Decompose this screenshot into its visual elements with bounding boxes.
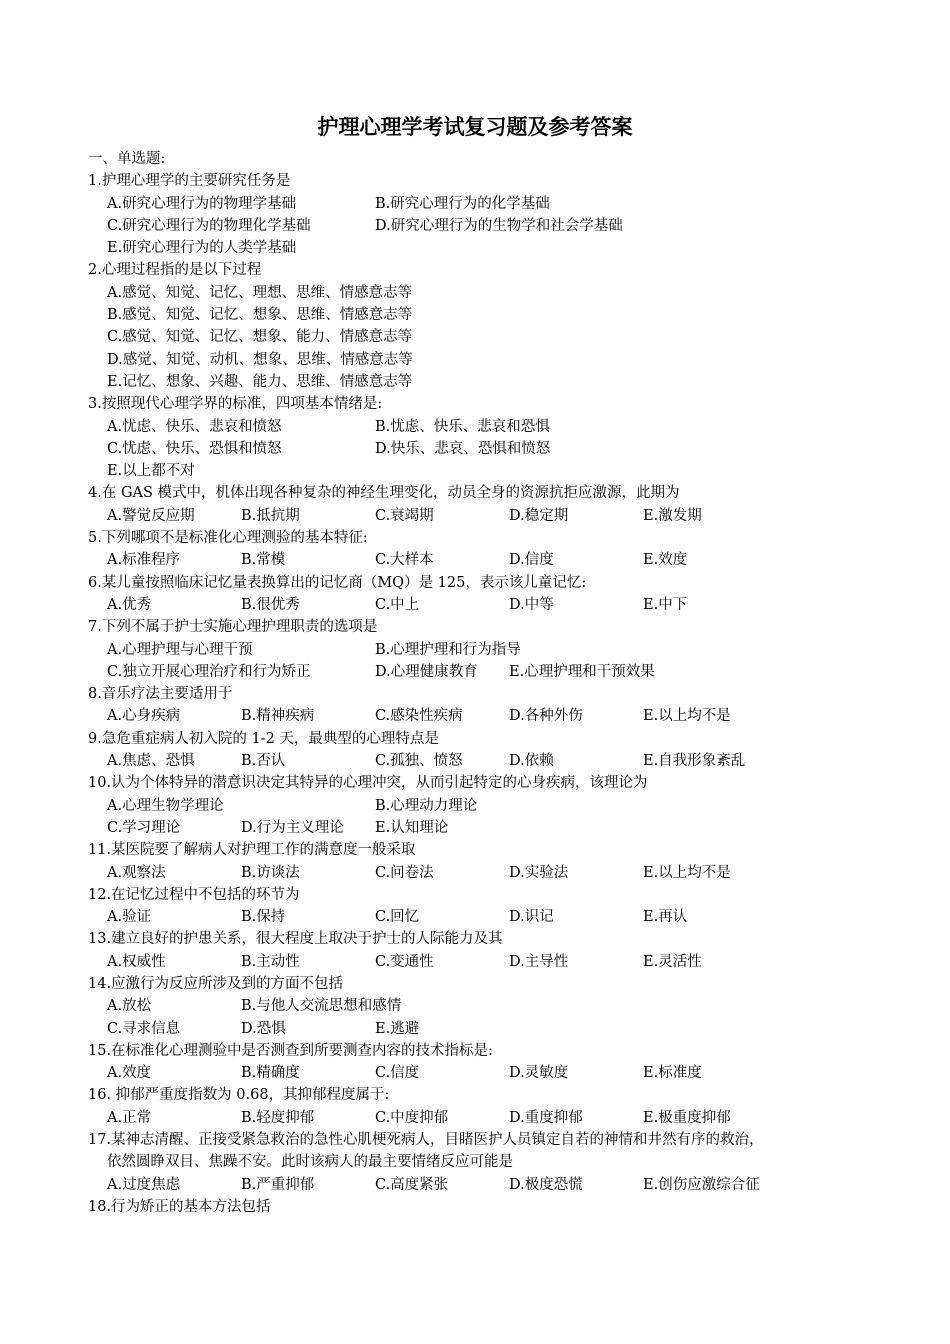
answer-option: C.中上 <box>375 596 420 613</box>
option-row <box>88 817 878 839</box>
answer-option: E.效度 <box>643 552 688 569</box>
answer-option: B.精确度 <box>241 1065 300 1082</box>
option-row <box>88 906 878 928</box>
option-row <box>88 795 878 817</box>
option-row <box>88 549 878 571</box>
option-row <box>88 1062 878 1084</box>
answer-option: E.认知理论 <box>375 819 449 836</box>
option-row <box>88 460 878 482</box>
option-row <box>88 438 878 460</box>
answer-option: E.逃避 <box>375 1020 420 1037</box>
answer-option: A.研究心理行为的物理学基础 <box>107 195 297 212</box>
answer-option: A.心理护理与心理干预 <box>107 641 253 658</box>
answer-option: D.主导性 <box>509 953 569 970</box>
answer-option: A.感觉、知觉、记忆、理想、思维、情感意志等 <box>107 284 413 301</box>
answer-option: E.灵活性 <box>643 953 702 970</box>
answer-option: D.极度恐慌 <box>509 1176 583 1193</box>
answer-option: D.研究心理行为的生物学和社会学基础 <box>375 217 623 234</box>
answer-option: A.过度焦虑 <box>107 1176 181 1193</box>
answer-option: D.中等 <box>509 596 554 613</box>
answer-option: B.保持 <box>241 909 286 926</box>
answer-option: C.大样本 <box>375 552 434 569</box>
answer-option: A.心理生物学理论 <box>107 797 224 814</box>
answer-option: B.访谈法 <box>241 864 300 881</box>
answer-option: B.常模 <box>241 552 286 569</box>
answer-option: E.极重度抑郁 <box>643 1109 731 1126</box>
question-stem: 6.某儿童按照临床记忆量表换算出的记忆商（MQ）是 125，表示该儿童记忆: <box>88 574 587 591</box>
answer-option: E.以上均不是 <box>643 864 731 881</box>
answer-option: D.重度抑郁 <box>509 1109 583 1126</box>
option-row <box>88 750 878 772</box>
answer-option: C.衰竭期 <box>375 507 434 524</box>
answer-option: E.心理护理和干预效果 <box>509 663 655 680</box>
option-row <box>88 594 878 616</box>
question-stem: 3.按照现代心理学界的标准，四项基本情绪是: <box>88 396 383 413</box>
question-stem: 14.应激行为反应所涉及到的方面不包括 <box>88 975 344 992</box>
option-row <box>88 639 878 661</box>
answer-option: E.标准度 <box>643 1065 702 1082</box>
question-list <box>88 148 878 1218</box>
answer-option: C.中度抑郁 <box>375 1109 449 1126</box>
answer-option: C.变通性 <box>375 953 434 970</box>
option-row <box>88 705 878 727</box>
answer-option: E.自我形象紊乱 <box>643 753 746 770</box>
answer-option: A.标准程序 <box>107 552 181 569</box>
answer-option: A.忧虑、快乐、悲哀和愤怒 <box>107 418 282 435</box>
option-row <box>88 951 878 973</box>
answer-option: A.权威性 <box>107 953 166 970</box>
answer-option: E.激发期 <box>643 507 702 524</box>
answer-option: A.警觉反应期 <box>107 507 195 524</box>
option-row <box>88 862 878 884</box>
answer-option: D.识记 <box>509 909 554 926</box>
question-stem: 7.下列不属于护士实施心理护理职责的选项是 <box>88 619 378 636</box>
answer-option: B.精神疾病 <box>241 708 315 725</box>
option-row <box>88 304 878 326</box>
question-stem: 4.在 GAS 模式中，机体出现各种复杂的神经生理变化，动员全身的资源抗拒应激源，此期为 <box>88 485 680 502</box>
answer-option: C.感觉、知觉、记忆、想象、能力、情感意志等 <box>107 329 413 346</box>
question-stem: 9.急危重症病人初入院的 1-2 天，最典型的心理特点是 <box>88 730 439 747</box>
option-row <box>88 193 878 215</box>
answer-option: C.孤独、愤怒 <box>375 753 463 770</box>
answer-option: C.独立开展心理治疗和行为矫正 <box>107 663 311 680</box>
option-row <box>88 661 878 683</box>
option-row <box>88 416 878 438</box>
option-row <box>88 505 878 527</box>
answer-option: B.心理动力理论 <box>375 797 478 814</box>
option-row <box>88 1174 878 1196</box>
answer-option: A.正常 <box>107 1109 152 1126</box>
option-row <box>88 215 878 237</box>
answer-option: D.实验法 <box>509 864 569 881</box>
answer-option: A.观察法 <box>107 864 166 881</box>
answer-option: B.很优秀 <box>241 596 300 613</box>
answer-option: A.心身疾病 <box>107 708 181 725</box>
answer-option: D.灵敏度 <box>509 1065 569 1082</box>
answer-option: A.放松 <box>107 998 152 1015</box>
answer-option: B.感觉、知觉、记忆、想象、思维、情感意志等 <box>107 307 413 324</box>
option-row <box>88 282 878 304</box>
answer-option: C.回忆 <box>375 909 420 926</box>
question-stem-continued: 依然圆睁双目、焦躁不安。此时该病人的最主要情绪反应可能是 <box>107 1154 513 1171</box>
question-stem: 2.心理过程指的是以下过程 <box>88 262 262 279</box>
answer-option: D.各种外伤 <box>509 708 583 725</box>
question-stem: 8.音乐疗法主要适用于 <box>88 686 233 703</box>
question-stem: 16. 抑郁严重度指数为 0.68，其抑郁程度属于: <box>88 1087 390 1104</box>
option-row <box>88 995 878 1017</box>
answer-option: B.严重抑郁 <box>241 1176 315 1193</box>
answer-option: D.信度 <box>509 552 554 569</box>
answer-option: C.研究心理行为的物理化学基础 <box>107 217 311 234</box>
option-row <box>88 237 878 259</box>
answer-option: C.感染性疾病 <box>375 708 463 725</box>
section-heading: 一、单选题: <box>88 151 166 167</box>
answer-option: A.焦虑、恐惧 <box>107 753 195 770</box>
answer-option: E.再认 <box>643 909 688 926</box>
answer-option: C.问卷法 <box>375 864 434 881</box>
question-stem: 12.在记忆过程中不包括的环节为 <box>88 886 300 903</box>
answer-option: B.研究心理行为的化学基础 <box>375 195 550 212</box>
question-stem: 1.护理心理学的主要研究任务是 <box>88 173 291 190</box>
answer-option: A.效度 <box>107 1065 152 1082</box>
option-row <box>88 1107 878 1129</box>
option-row <box>88 1018 878 1040</box>
question-stem: 17.某神志清醒、正接受紧急救治的急性心肌梗死病人，目睹医护人员镇定自若的神情和井然有序的救治， <box>88 1132 764 1149</box>
answer-option: B.主动性 <box>241 953 300 970</box>
answer-option: B.轻度抑郁 <box>241 1109 315 1126</box>
question-stem: 13.建立良好的护患关系，很大程度上取决于护士的人际能力及其 <box>88 931 503 948</box>
answer-option: B.心理护理和行为指导 <box>375 641 521 658</box>
answer-option: D.恐惧 <box>241 1020 286 1037</box>
question-stem: 10.认为个体特异的潜意识决定其特异的心理冲突，从而引起特定的心身疾病，该理论为 <box>88 775 648 792</box>
question-stem: 11.某医院要了解病人对护理工作的满意度一般采取 <box>88 842 416 859</box>
answer-option: C.高度紧张 <box>375 1176 449 1193</box>
answer-option: D.心理健康教育 <box>375 663 478 680</box>
option-row <box>88 326 878 348</box>
answer-option: A.验证 <box>107 909 152 926</box>
option-row <box>88 371 878 393</box>
document-title: 护理心理学考试复习题及参考答案 <box>317 115 633 139</box>
answer-option: E.中下 <box>643 596 688 613</box>
question-stem: 15.在标准化心理测验中是否测查到所要测查内容的技术指标是: <box>88 1042 493 1059</box>
option-row <box>88 349 878 371</box>
answer-option: A.优秀 <box>107 596 152 613</box>
question-stem: 5.下列哪项不是标准化心理测验的基本特征: <box>88 530 368 547</box>
answer-option: B.抵抗期 <box>241 507 300 524</box>
answer-option: E.以上都不对 <box>107 463 195 480</box>
answer-option: C.寻求信息 <box>107 1020 181 1037</box>
answer-option: E.研究心理行为的人类学基础 <box>107 240 297 257</box>
answer-option: B.忧虑、快乐、悲哀和恐惧 <box>375 418 550 435</box>
question-stem: 18.行为矫正的基本方法包括 <box>88 1198 271 1215</box>
answer-option: C.忧虑、快乐、恐惧和愤怒 <box>107 440 282 457</box>
answer-option: E.记忆、想象、兴趣、能力、思维、情感意志等 <box>107 373 413 390</box>
answer-option: D.稳定期 <box>509 507 569 524</box>
answer-option: B.与他人交流思想和感情 <box>241 998 402 1015</box>
answer-option: E.创伤应激综合征 <box>643 1176 760 1193</box>
answer-option: D.依赖 <box>509 753 554 770</box>
answer-option: D.感觉、知觉、动机、想象、思维、情感意志等 <box>107 351 413 368</box>
answer-option: C.学习理论 <box>107 819 181 836</box>
answer-option: D.快乐、悲哀、恐惧和愤怒 <box>375 440 551 457</box>
answer-option: D.行为主义理论 <box>241 819 344 836</box>
answer-option: B.否认 <box>241 753 286 770</box>
answer-option: E.以上均不是 <box>643 708 731 725</box>
answer-option: C.信度 <box>375 1065 420 1082</box>
